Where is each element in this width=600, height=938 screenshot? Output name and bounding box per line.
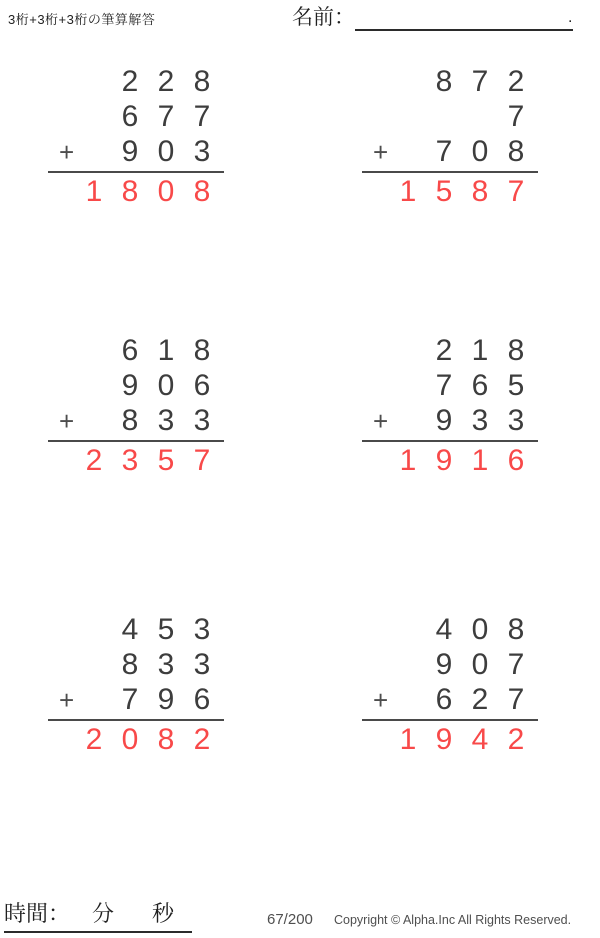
addend-row xyxy=(362,64,538,99)
addend-row xyxy=(48,64,224,99)
digit-cell: 3 xyxy=(471,404,489,437)
name-line-period: . xyxy=(567,7,573,31)
digit-cell: 9 xyxy=(435,723,453,756)
digit-cell: 8 xyxy=(193,175,211,208)
digit-cell: 7 xyxy=(507,648,525,681)
time-label: 時間： xyxy=(4,901,71,926)
addend-row xyxy=(362,99,538,134)
digit-cell: 7 xyxy=(193,100,211,133)
digit-cell: 3 xyxy=(507,404,525,437)
digit-cell: 1 xyxy=(85,175,103,208)
digit-cell: 7 xyxy=(121,683,139,716)
name-label: 名前： xyxy=(292,6,355,29)
digit-cell-empty xyxy=(390,99,426,134)
digit-cell: 7 xyxy=(157,100,175,133)
page-number: 67/200 xyxy=(267,911,313,928)
digit-cell: 0 xyxy=(157,135,175,168)
sum-line xyxy=(48,440,224,442)
digit-cell: 1 xyxy=(399,175,417,208)
digit-cell: 6 xyxy=(507,444,525,477)
digit-cell: 8 xyxy=(193,65,211,98)
digit-cell: 8 xyxy=(507,613,525,646)
addition-problem-6 xyxy=(362,612,538,757)
time-field xyxy=(4,897,192,933)
addend-row xyxy=(48,368,224,403)
plus-operator: + xyxy=(373,406,389,436)
digit-cell: 8 xyxy=(121,175,139,208)
digit-cell-empty xyxy=(76,134,112,169)
digit-cell: 8 xyxy=(121,648,139,681)
digit-cell: 2 xyxy=(471,683,489,716)
digit-cell: 8 xyxy=(121,404,139,437)
digit-cell: 0 xyxy=(121,723,139,756)
digit-cell: 8 xyxy=(507,334,525,367)
digit-cell: 7 xyxy=(507,175,525,208)
digit-cell: 2 xyxy=(507,723,525,756)
digit-cell-empty xyxy=(76,682,112,717)
digit-cell: 1 xyxy=(399,444,417,477)
digit-cell: 3 xyxy=(193,135,211,168)
digit-cell: 8 xyxy=(507,135,525,168)
digit-cell: 6 xyxy=(435,683,453,716)
addition-problem-2 xyxy=(362,64,538,209)
digit-cell-empty xyxy=(426,99,462,134)
copyright-notice: Copyright © Alpha.Inc All Rights Reserved. xyxy=(334,913,572,927)
digit-cell-empty xyxy=(390,64,426,99)
digit-cell: 2 xyxy=(85,723,103,756)
digit-cell-empty xyxy=(76,403,112,438)
minutes-label: 分 xyxy=(92,901,115,926)
addend-row xyxy=(362,134,538,169)
digit-cell: 6 xyxy=(471,369,489,402)
addend-row xyxy=(48,99,224,134)
digit-cell: 6 xyxy=(121,334,139,367)
answer-row xyxy=(362,443,538,478)
addend-row xyxy=(48,612,224,647)
digit-cell: 2 xyxy=(193,723,211,756)
digit-cell: 0 xyxy=(471,648,489,681)
sum-line xyxy=(48,719,224,721)
sum-line xyxy=(362,440,538,442)
addend-row xyxy=(48,647,224,682)
plus-operator: + xyxy=(373,685,389,715)
digit-cell: 6 xyxy=(193,683,211,716)
digit-cell: 2 xyxy=(85,444,103,477)
worksheet-title: 3桁+3桁+3桁の筆算解答 xyxy=(8,12,156,27)
addend-row xyxy=(48,682,224,717)
addend-row xyxy=(362,647,538,682)
addend-row xyxy=(362,612,538,647)
digit-cell-empty xyxy=(76,99,112,134)
digit-cell: 7 xyxy=(435,369,453,402)
digit-cell: 7 xyxy=(193,444,211,477)
plus-operator: + xyxy=(373,137,389,167)
digit-cell-empty xyxy=(462,99,498,134)
addend-row xyxy=(362,403,538,438)
answer-row xyxy=(48,722,224,757)
digit-cell-empty xyxy=(76,647,112,682)
digit-cell-empty xyxy=(390,333,426,368)
digit-cell: 2 xyxy=(435,334,453,367)
plus-operator: + xyxy=(59,685,75,715)
digit-cell: 0 xyxy=(471,135,489,168)
digit-cell: 7 xyxy=(435,135,453,168)
digit-cell-empty xyxy=(76,333,112,368)
digit-cell: 8 xyxy=(157,723,175,756)
digit-cell-empty xyxy=(390,682,426,717)
digit-cell: 0 xyxy=(157,369,175,402)
addition-problem-5 xyxy=(48,612,224,757)
answer-row xyxy=(48,443,224,478)
digit-cell-empty xyxy=(390,368,426,403)
digit-cell: 7 xyxy=(507,683,525,716)
digit-cell: 2 xyxy=(157,65,175,98)
digit-cell: 3 xyxy=(121,444,139,477)
answer-row xyxy=(362,174,538,209)
digit-cell: 9 xyxy=(157,683,175,716)
digit-cell: 9 xyxy=(435,444,453,477)
digit-cell: 3 xyxy=(193,648,211,681)
sum-line xyxy=(48,171,224,173)
answer-row xyxy=(48,174,224,209)
digit-cell: 8 xyxy=(193,334,211,367)
digit-cell-empty xyxy=(390,403,426,438)
digit-cell: 1 xyxy=(157,334,175,367)
addend-row xyxy=(362,682,538,717)
answer-row xyxy=(362,722,538,757)
digit-cell: 8 xyxy=(471,175,489,208)
digit-cell-empty xyxy=(390,647,426,682)
digit-cell: 7 xyxy=(471,65,489,98)
digit-cell: 2 xyxy=(507,65,525,98)
digit-cell: 7 xyxy=(507,100,525,133)
digit-cell-empty xyxy=(76,64,112,99)
digit-cell: 5 xyxy=(157,444,175,477)
digit-cell: 3 xyxy=(157,648,175,681)
digit-cell-empty xyxy=(76,612,112,647)
digit-cell: 9 xyxy=(435,648,453,681)
digit-cell: 5 xyxy=(507,369,525,402)
addend-row xyxy=(48,403,224,438)
digit-cell: 0 xyxy=(471,613,489,646)
digit-cell: 4 xyxy=(435,613,453,646)
addend-row xyxy=(48,333,224,368)
addition-problem-3 xyxy=(48,333,224,478)
digit-cell: 0 xyxy=(157,175,175,208)
digit-cell: 6 xyxy=(193,369,211,402)
digit-cell: 3 xyxy=(193,613,211,646)
digit-cell: 4 xyxy=(471,723,489,756)
addend-row xyxy=(362,333,538,368)
sum-line xyxy=(362,171,538,173)
digit-cell: 1 xyxy=(399,723,417,756)
addition-problem-4 xyxy=(362,333,538,478)
digit-cell-empty xyxy=(390,612,426,647)
sum-line xyxy=(362,719,538,721)
digit-cell-empty xyxy=(76,368,112,403)
addend-row xyxy=(48,134,224,169)
digit-cell: 8 xyxy=(435,65,453,98)
digit-cell: 5 xyxy=(435,175,453,208)
digit-cell: 9 xyxy=(435,404,453,437)
digit-cell: 5 xyxy=(157,613,175,646)
digit-cell: 2 xyxy=(121,65,139,98)
seconds-label: 秒 xyxy=(152,901,175,926)
digit-cell: 1 xyxy=(471,444,489,477)
digit-cell-empty xyxy=(390,134,426,169)
digit-cell: 6 xyxy=(121,100,139,133)
digit-cell: 3 xyxy=(157,404,175,437)
addition-problem-1 xyxy=(48,64,224,209)
addend-row xyxy=(362,368,538,403)
digit-cell: 1 xyxy=(471,334,489,367)
plus-operator: + xyxy=(59,406,75,436)
digit-cell: 9 xyxy=(121,135,139,168)
digit-cell: 3 xyxy=(193,404,211,437)
digit-cell: 9 xyxy=(121,369,139,402)
plus-operator: + xyxy=(59,137,75,167)
digit-cell: 4 xyxy=(121,613,139,646)
